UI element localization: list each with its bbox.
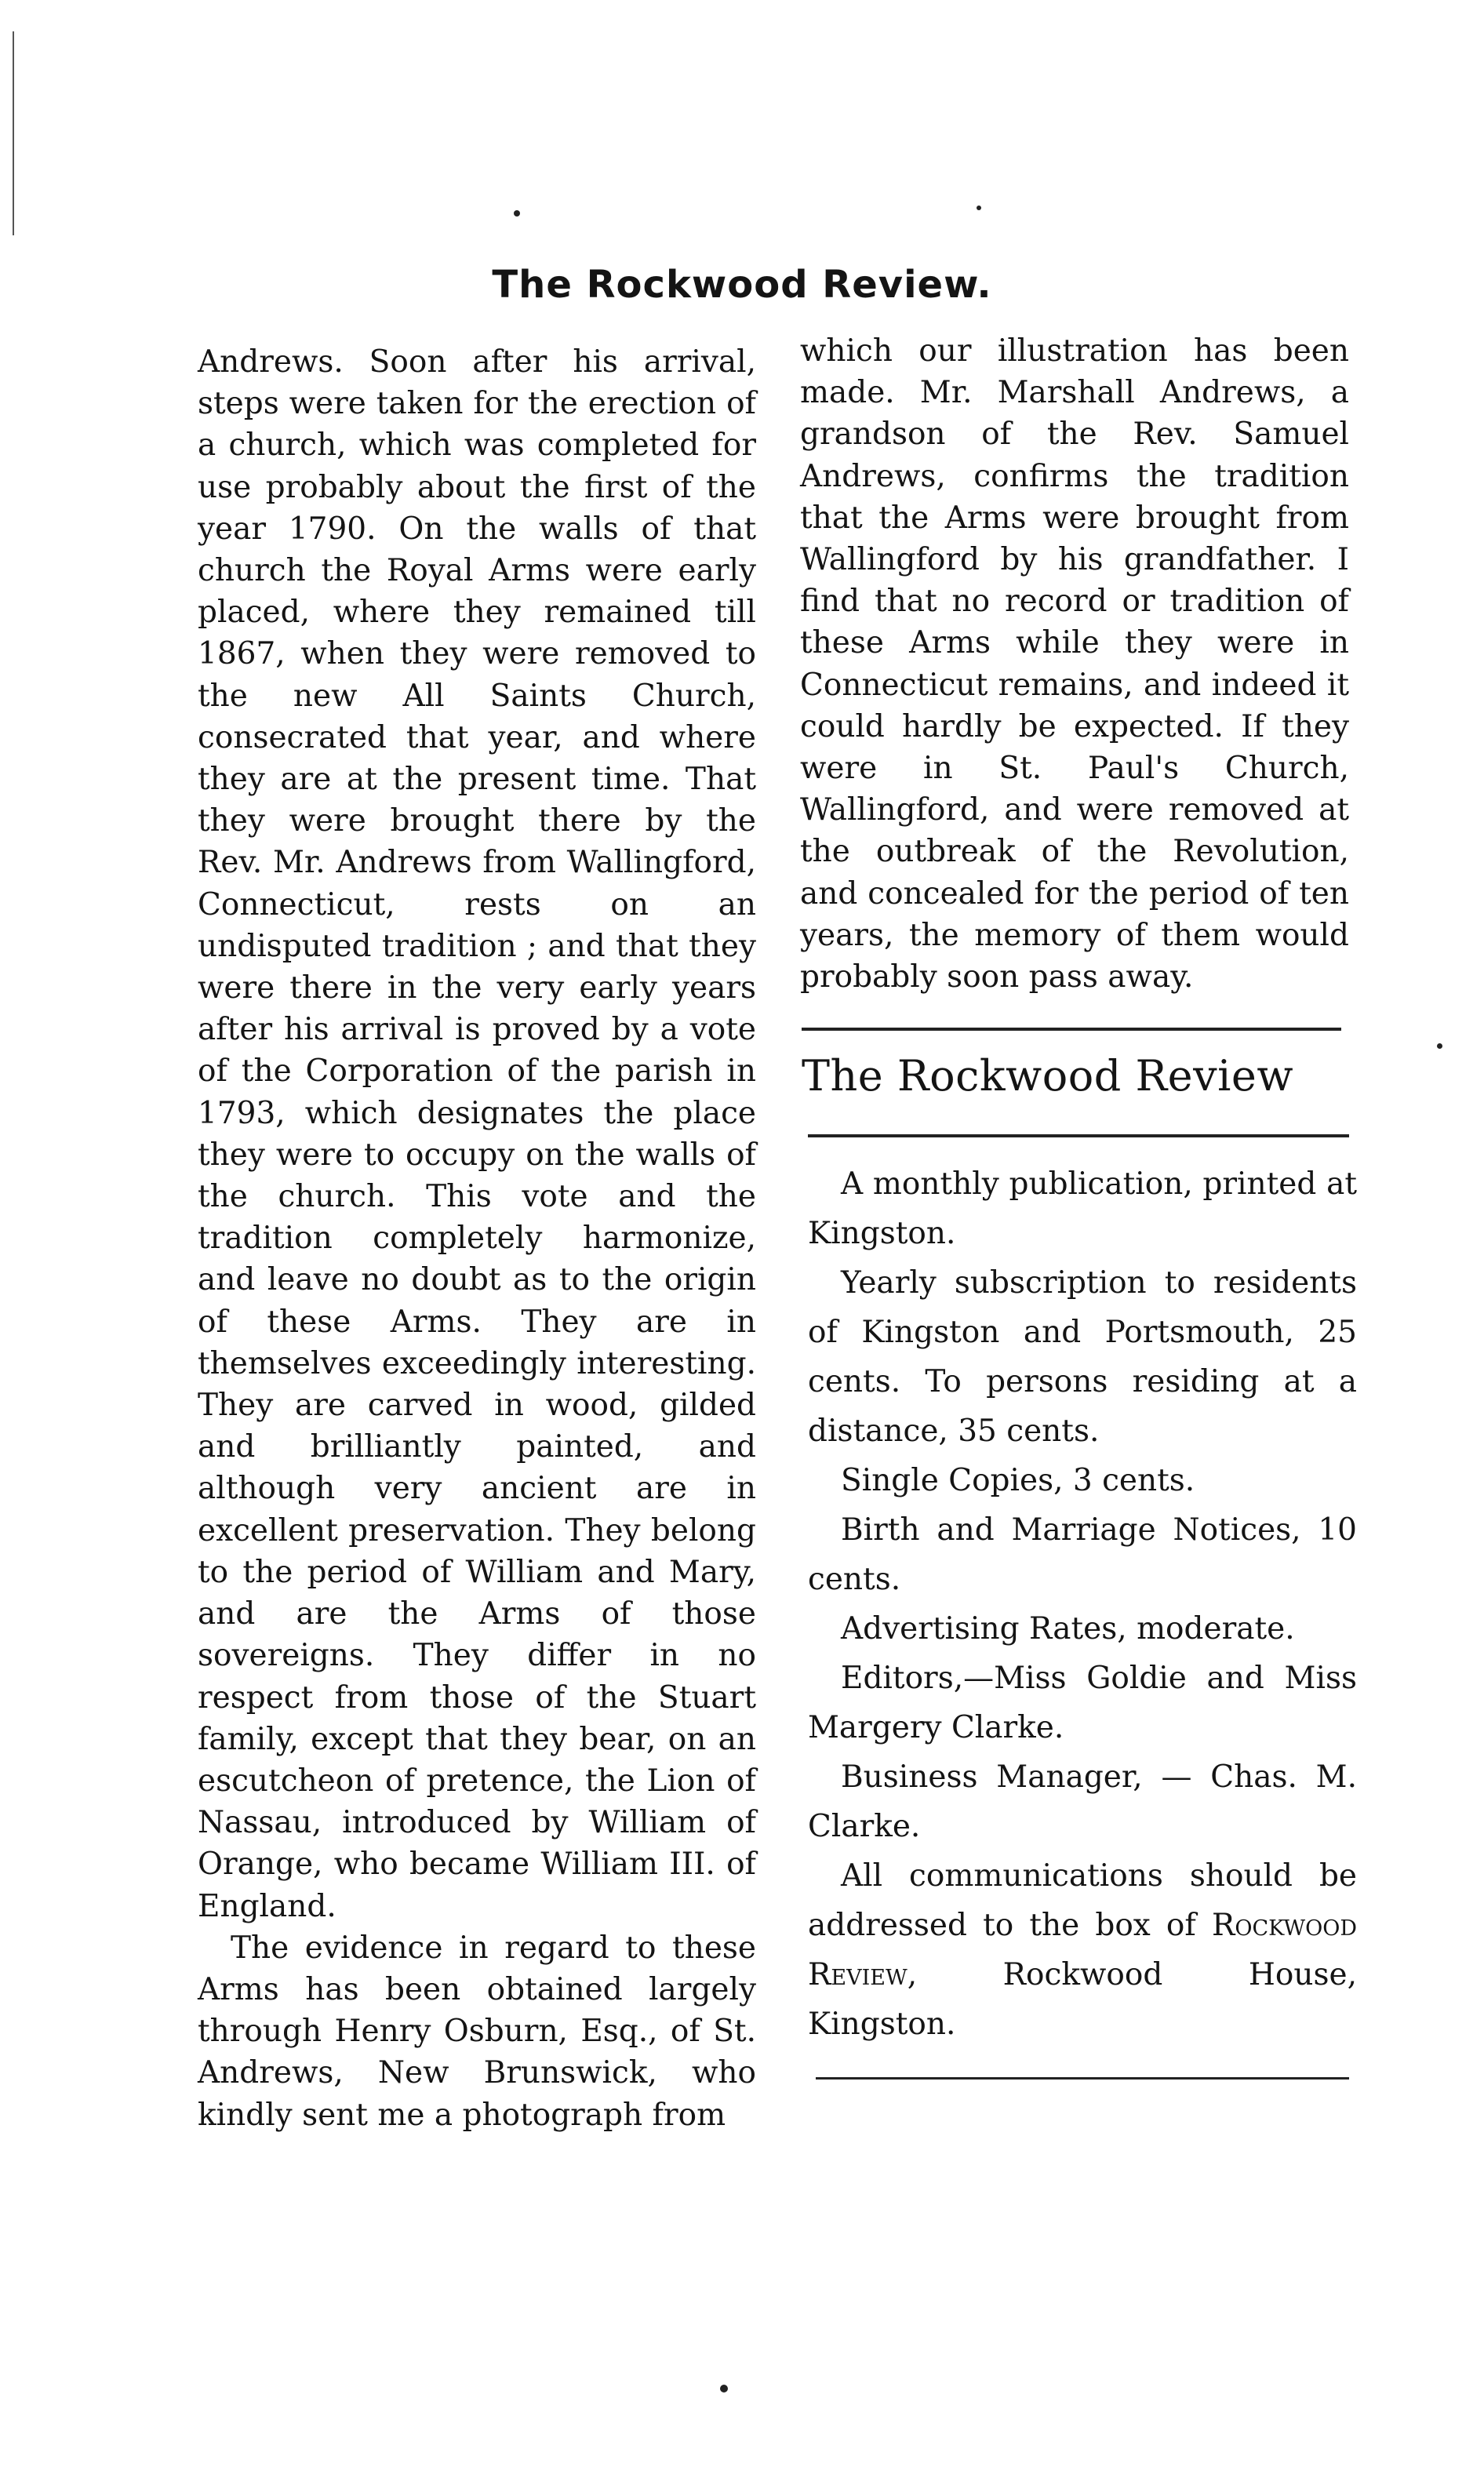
info-entry: Advertising Rates, moderate. [841, 1611, 1295, 1647]
closing-address: , Rockwood House, Kingston. [808, 1957, 1357, 2042]
closing-rule [816, 2077, 1349, 2080]
article-paragraph: which our illustration has been made. Mr. Marshall Andrews, a grandson of the Rev. Samuel Andrews, confirms the tradition that the Arms were brought from Wallingford by his grandfather. I find that no record or tradition of these Arms while they were in Connecticut remains, and indeed it could hardly be expected. If they were in St. Paul's Church, Wallingford, and were removed at the outbreak of the Revolution, and concealed for the period of ten years, the memory of them would probably soon pass away. [800, 333, 1349, 995]
scan-speck [1437, 1043, 1442, 1049]
left-column [198, 341, 756, 2136]
page-header: The Rockwood Review. [492, 263, 992, 307]
info-entry: Yearly subscription to residents of Kingston and Portsmouth, 25 cents. To persons residing at a distance, 35 cents. [808, 1265, 1357, 1449]
info-entry: Birth and Marriage Notices, 10 cents. [808, 1512, 1357, 1597]
info-entry: Business Manager, — Chas. M. Clarke. [808, 1759, 1357, 1844]
right-column [800, 330, 1349, 998]
scan-speck [977, 206, 981, 210]
info-entry: Editors,—Miss Goldie and Miss Margery Clarke. [808, 1661, 1357, 1745]
masthead-title: The Rockwood Review [802, 1051, 1294, 1101]
info-closing [808, 1851, 1357, 2049]
section-divider [802, 1028, 1341, 1031]
scan-speck [514, 210, 520, 217]
publication-info [808, 1159, 1357, 2049]
review-name: Rockwood Review [808, 1908, 1357, 1992]
scan-edge-mark [13, 31, 14, 235]
article-paragraph: Andrews. Soon after his arrival, steps were taken for the erection of a church, which was completed for use probably about the first of the year 1790. On the walls of that church the Royal Arms were early placed, where they remained till 1867, when they were removed to the new All Saints Church, consecrated that year, and where they are at the present time. That they were brought there by the Rev. Mr. Andrews from Wallingford, Connecticut, rests on an undisputed tradition ; and that they were there in the very early years after his arrival is proved by a vote of the Corporation of the parish in 1793, which designates the place they were to occupy on the walls of the church. This vote and the tradition completely harmonize, and leave no doubt as to the origin of these Arms. They are in themselves exceedingly interesting. They are carved in wood, gilded and brilliantly painted, and although very ancient are in excellent preservation. They belong to the period of William and Mary, and are the Arms of those sovereigns. They differ in no respect from those of the Stuart family, except that they bear, on an escutcheon of pretence, the Lion of Nassau, introduced by William of Orange, who became William III. of England. [198, 344, 756, 1924]
info-entry: A monthly publication, printed at Kingston. [808, 1166, 1357, 1251]
masthead-rule [808, 1134, 1349, 1137]
info-entry: Single Copies, 3 cents. [841, 1463, 1195, 1498]
scan-speck [720, 2385, 728, 2392]
closing-text: All communications should be addressed to the box of [808, 1858, 1357, 1943]
article-paragraph: The evidence in regard to these Arms has been obtained largely through Henry Osburn, Esq., of St. Andrews, New Brunswick, who kindly sent me a photograph from [198, 1930, 756, 2133]
